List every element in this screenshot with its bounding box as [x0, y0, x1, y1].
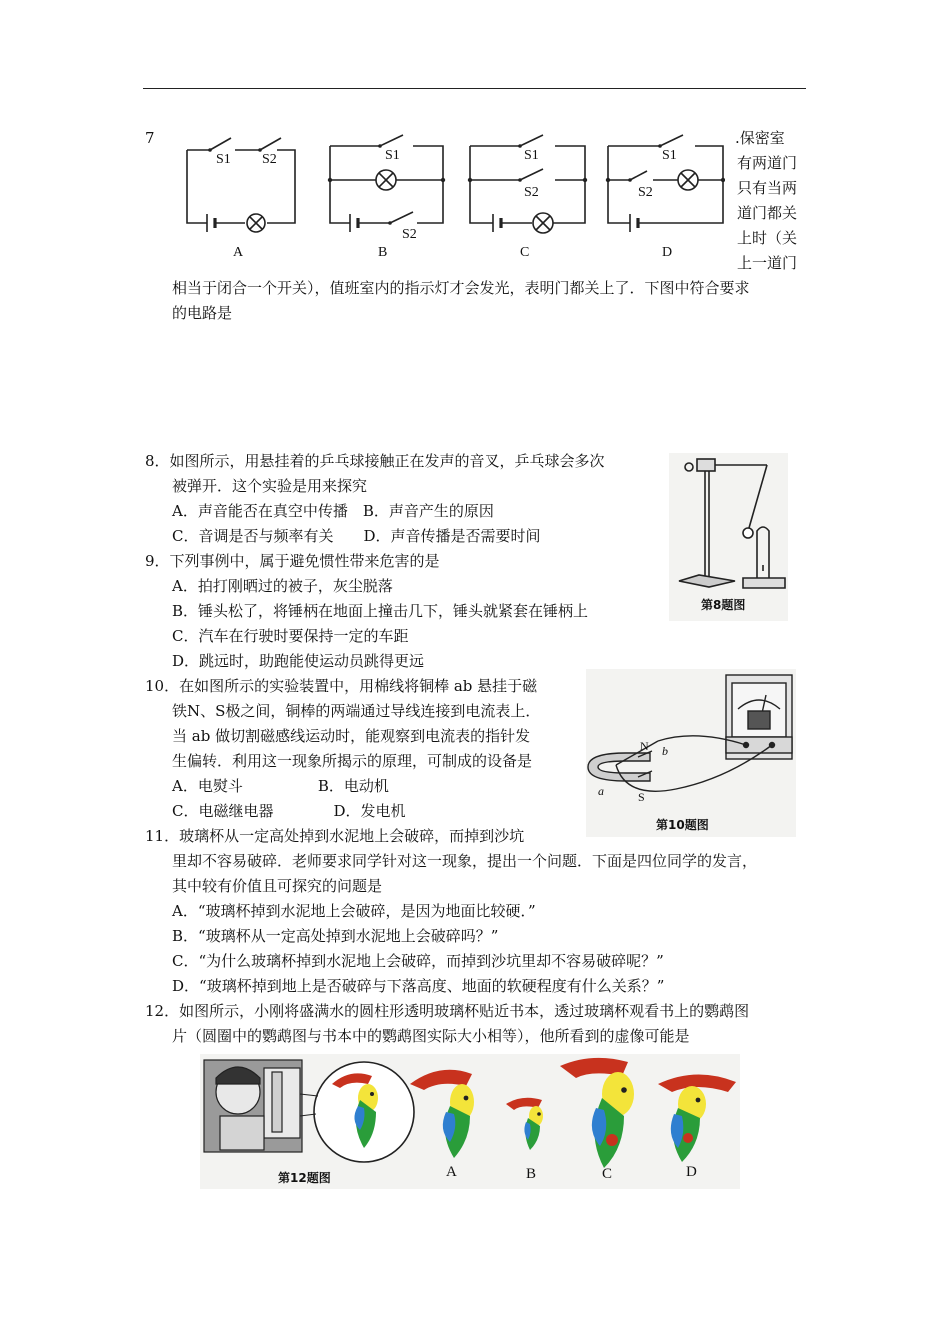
q12-option-a: A — [446, 1164, 457, 1180]
q7-a-s2-label: S2 — [262, 152, 277, 167]
q10-stem-line: 生偏转．利用这一现象所揭示的原理，可制成的设备是 — [172, 752, 533, 770]
q10-stem-line: 铁N、S极之间，铜棒的两端通过导线连接到电流表上． — [172, 702, 541, 720]
q9-option: D．跳远时，助跑能使运动员跳得更远 — [172, 652, 425, 670]
q11-option: A．“玻璃杯掉到水泥地上会破碎，是因为地面比较硬．” — [172, 902, 536, 920]
q7-side-line: 上时（关 — [737, 229, 798, 247]
q8-figure — [669, 453, 788, 621]
q7-side-line: 有两道门 — [737, 154, 798, 172]
magnet-n-label: N — [640, 739, 649, 753]
q8-options-row: A．声音能否在真空中传播 B．声音产生的原因 — [172, 502, 494, 520]
q7-number: 7 — [145, 129, 155, 147]
q7-d-s1-label: S1 — [662, 148, 677, 163]
q9-option: A．拍打刚晒过的被子，灰尘脱落 — [172, 577, 393, 595]
q12-option-c: C — [602, 1166, 613, 1182]
q7-d-s2-label: S2 — [638, 185, 653, 200]
q12-stem-line: 12．如图所示，小刚将盛满水的圆柱形透明玻璃杯贴近书本，透过玻璃杯观看书上的鹦鹉图 — [145, 1002, 750, 1020]
q8-figure-caption: 第8题图 — [701, 598, 746, 612]
rod-a-label: a — [598, 784, 604, 798]
q8-options-row: C．音调是否与频率有关 D．声音传播是否需要时间 — [172, 527, 541, 545]
q11-stem-line: 11．玻璃杯从一定高处掉到水泥地上会破碎，而掉到沙坑 — [145, 827, 525, 845]
q12-figure-caption: 第12题图 — [278, 1171, 331, 1185]
q7-c-s1-label: S1 — [524, 148, 539, 163]
q11-option: B．“玻璃杯从一定高处掉到水泥地上会破碎吗？” — [172, 927, 499, 945]
q7-option-c: C — [520, 245, 530, 260]
q11-option: C．“为什么玻璃杯掉到水泥地上会破碎，而掉到沙坑里却不容易破碎呢？” — [172, 952, 664, 970]
rod-b-label: b — [662, 744, 668, 758]
q10-stem-line: 当 ab 做切割磁感线运动时，能观察到电流表的指针发 — [172, 727, 531, 745]
q11-stem-line: 其中较有价值且可探究的问题是 — [172, 877, 383, 895]
q7-side-line: 上一道门 — [737, 254, 798, 272]
q7-body-line: 相当于闭合一个开关），值班室内的指示灯才会发光，表明门都关上了．下图中符合要求 — [172, 279, 750, 297]
q10-figure-caption: 第10题图 — [656, 818, 709, 832]
parrot-option-b — [506, 1098, 543, 1150]
parrot-option-c — [560, 1058, 634, 1168]
q10-figure — [586, 669, 796, 837]
q10-options-row: A．电熨斗 B．电动机 — [172, 777, 389, 795]
q12-option-b: B — [526, 1166, 537, 1182]
q7-c-s2-label: S2 — [524, 185, 539, 200]
q7-body-line: 的电路是 — [172, 304, 233, 322]
parrot-option-a — [410, 1070, 474, 1158]
q8-stem-line: 被弹开．这个实验是用来探究 — [172, 477, 368, 495]
q12-stem-line: 片（圆圈中的鹦鹉图与书本中的鹦鹉图实际大小相等），他所看到的虚像可能是 — [172, 1027, 690, 1045]
magnet-s-label: S — [638, 790, 645, 804]
galvanometer-figure — [586, 669, 796, 837]
q9-stem: 9．下列事例中，属于避免惯性带来危害的是 — [145, 552, 440, 570]
parrot-option-d — [658, 1074, 736, 1162]
q7-side-line: .保密室 — [735, 129, 785, 147]
q9-option: C．汽车在行驶时要保持一定的车距 — [172, 627, 409, 645]
q10-options-row: C．电磁继电器 D．发电机 — [172, 802, 406, 820]
q12-figure — [200, 1054, 740, 1189]
q9-option: B．锤头松了，将锤柄在地面上撞击几下，锤头就紧套在锤柄上 — [172, 602, 589, 620]
q7-b-s1-label: S1 — [385, 148, 400, 163]
q7-option-d: D — [662, 245, 673, 260]
q11-option: D．“玻璃杯掉到地上是否破碎与下落高度、地面的软硬程度有什么关系？” — [172, 977, 665, 995]
q7-side-line: 只有当两 — [737, 179, 798, 197]
q7-a-s1-label: S1 — [216, 152, 231, 167]
q8-stem-line: 8．如图所示，用悬挂着的乒乓球接触正在发声的音叉，乒乓球会多次 — [145, 452, 605, 470]
q12-option-d: D — [686, 1164, 697, 1180]
q7-option-b: B — [378, 245, 388, 260]
q10-stem-line: 10．在如图所示的实验装置中，用棉线将铜棒 ab 悬挂于磁 — [145, 677, 538, 695]
q11-stem-line: 里却不容易破碎．老师要求同学针对这一现象，提出一个问题．下面是四位同学的发言， — [172, 852, 758, 870]
header-rule — [143, 88, 806, 89]
q7-b-s2-label: S2 — [402, 227, 417, 242]
q7-option-a: A — [233, 245, 244, 260]
q7-side-line: 道门都关 — [737, 204, 798, 222]
